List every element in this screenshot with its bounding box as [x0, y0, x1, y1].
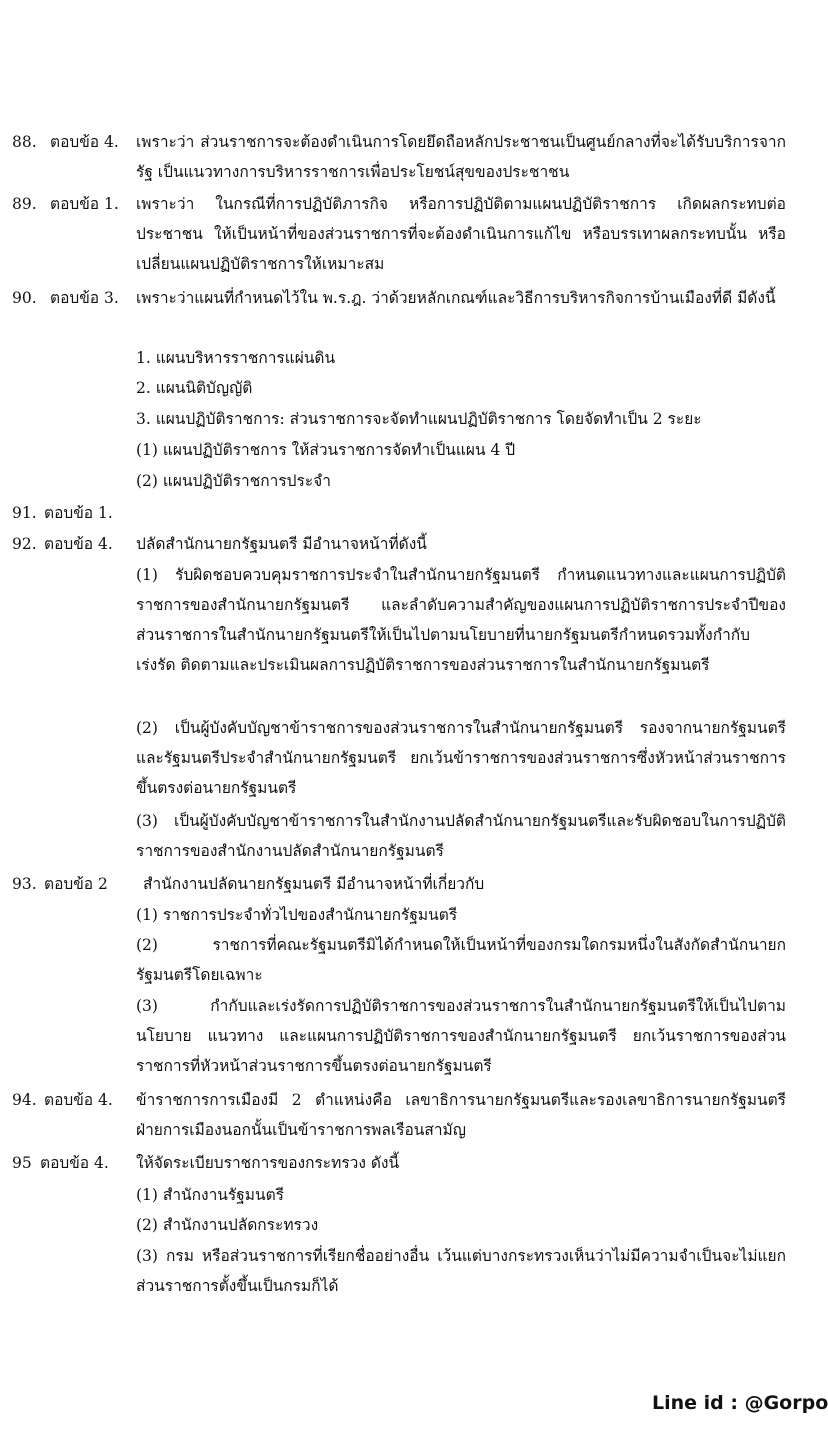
item-number: 95 [12, 1154, 32, 1172]
item-explanation: เพราะว่าแผนที่กำหนดไว้ใน พ.ร.ฎ. ว่าด้วยหลักเกณฑ์และวิธีการบริหารกิจการบ้านเมืองที่ดี มีดังนี้ [136, 289, 776, 307]
answer-choice: ตอบข้อ 4. [50, 133, 119, 151]
sub-point: 2. แผนนิติบัญญัติ [136, 379, 253, 397]
sub-point: (1) สำนักงานรัฐมนตรี [136, 1186, 284, 1204]
item-number: 93. [12, 875, 37, 893]
answer-choice: ตอบข้อ 1. [44, 504, 113, 522]
item-explanation: เพราะว่า ในกรณีที่การปฏิบัติภารกิจ หรือการปฏิบัติตามแผนปฏิบัติราชการ เกิดผลกระทบต่อประชาชน ให้เป็นหน้าที่ของส่วนราชการที่จะต้องดำเนินการแก้ไข หรือบรรเทาผลกระทบนั้น หรือเปลี่ยนแผนปฏิบัติราชการให้เหมาะสม [136, 195, 786, 273]
sub-point: (3) กรม หรือส่วนราชการที่เรียกชื่ออย่างอื่น เว้นแต่บางกระทรวงเห็นว่าไม่มีความจำเป็นจะไม่แยกส่วนราชการตั้งขึ้นเป็นกรมก็ได้ [136, 1247, 786, 1295]
sub-point: (2) เป็นผู้บังคับบัญชาข้าราชการของส่วนราชการในสำนักนายกรัฐมนตรี รองจากนายกรัฐมนตรีและรัฐมนตรีประจำสำนักนายกรัฐมนตรี ยกเว้นข้าราชการของส่วนราชการซึ่งหัวหน้าส่วนราชการขึ้นตรงต่อนายกรัฐมนตรี [136, 719, 786, 797]
sub-point: 1. แผนบริหารราชการแผ่นดิน [136, 349, 336, 367]
answer-choice: ตอบข้อ 2 [44, 875, 108, 893]
item-explanation: เพราะว่า ส่วนราชการจะต้องดำเนินการโดยยึดถือหลักประชาชนเป็นศูนย์กลางที่จะได้รับบริการจากรัฐ เป็นแนวทางการบริหารราชการเพื่อประโยชน์สุขของประชาชน [136, 133, 786, 181]
line-id-footer: Line id : @Gorpo [652, 1392, 828, 1414]
item-explanation: ข้าราชการการเมืองมี 2 ตำแหน่งคือ เลขาธิการนายกรัฐมนตรีและรองเลขาธิการนายกรัฐมนตรีฝ่ายการเมืองนอกนั้นเป็นข้าราชการพลเรือนสามัญ [136, 1091, 786, 1139]
item-explanation: ให้จัดระเบียบราชการของกระทรวง ดังนี้ [136, 1154, 400, 1172]
sub-point: (1) รับผิดชอบควบคุมราชการประจำในสำนักนายกรัฐมนตรี กำหนดแนวทางและแผนการปฏิบัติราชการของสำนักนายกรัฐมนตรี และลำดับความสำคัญของแผนการปฏิบัติราชการประจำปีของส่วนราชการในสำนักนายกรัฐมนตรีให้เป็นไปตามนโยบายที่นายกรัฐมนตรีกำหนดรวมทั้งกำกับ เร่งรัด ติดตามและประเมินผลการปฏิบัติราชการของส่วนราชการในสำนักนายกรัฐมนตรี [136, 566, 786, 674]
item-number: 90. [12, 289, 37, 307]
item-number: 91. [12, 504, 37, 522]
sub-point: (1) ราชการประจำทั่วไปของสำนักนายกรัฐมนตรี [136, 906, 458, 924]
item-number: 92. [12, 535, 37, 553]
sub-point: (2) แผนปฏิบัติราชการประจำ [136, 472, 331, 490]
answer-choice: ตอบข้อ 4. [44, 535, 113, 553]
sub-point: (3) กำกับและเร่งรัดการปฏิบัติราชการของส่วนราชการในสำนักนายกรัฐมนตรีให้เป็นไปตามนโยบาย แนวทาง และแผนการปฏิบัติราชการของสำนักนายกรัฐมนตรี ยกเว้นราชการของส่วนราชการที่หัวหน้าส่วนราชการขึ้นตรงต่อนายกรัฐมนตรี [136, 997, 786, 1075]
answer-choice: ตอบข้อ 4. [44, 1091, 113, 1109]
sub-point: 3. แผนปฏิบัติราชการ: ส่วนราชการจะจัดทำแผนปฏิบัติราชการ โดยจัดทำเป็น 2 ระยะ [136, 410, 702, 428]
answer-choice: ตอบข้อ 1. [50, 195, 119, 213]
item-number: 94. [12, 1091, 37, 1109]
sub-point: (3) เป็นผู้บังคับบัญชาข้าราชการในสำนักงานปลัดสำนักนายกรัฐมนตรีและรับผิดชอบในการปฏิบัติราชการของสำนักงานปลัดสำนักนายกรัฐมนตรี [136, 812, 786, 860]
item-number: 89. [12, 195, 37, 213]
sub-point: (1) แผนปฏิบัติราชการ ให้ส่วนราชการจัดทำเป็นแผน 4 ปี [136, 441, 516, 459]
item-number: 88. [12, 133, 37, 151]
sub-point: (2) สำนักงานปลัดกระทรวง [136, 1216, 319, 1234]
item-explanation: สำนักงานปลัดนายกรัฐมนตรี มีอำนาจหน้าที่เกี่ยวกับ [143, 875, 485, 893]
item-explanation: ปลัดสำนักนายกรัฐมนตรี มีอำนาจหน้าที่ดังนี้ [136, 535, 427, 553]
answer-choice: ตอบข้อ 3. [50, 289, 119, 307]
answer-choice: ตอบข้อ 4. [40, 1154, 109, 1172]
sub-point: (2) ราชการที่คณะรัฐมนตรีมิได้กำหนดให้เป็นหน้าที่ของกรมใดกรมหนึ่งในสังกัดสำนักนายกรัฐมนตรีโดยเฉพาะ [136, 936, 786, 984]
